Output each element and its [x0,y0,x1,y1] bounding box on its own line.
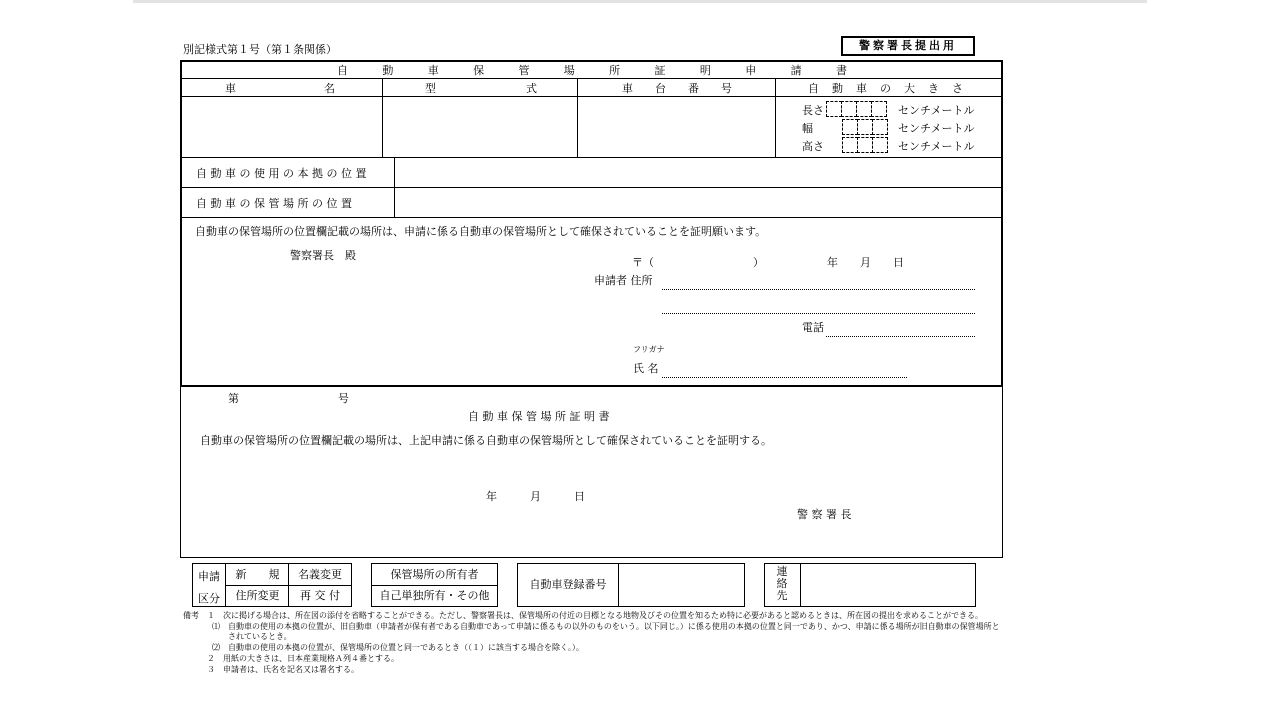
certificate-title: 自 動 車 保 管 場 所 証 明 書 [468,410,610,423]
application-title: 自 動 車 保 管 場 所 証 明 申 請 書 [337,64,847,77]
note-1: 備考 １ 次に掲げる場合は、所在図の添付を省略することができる。ただし、警察署長は、保管場所の付近の目標となる地物及びその位置を知るため特に必要があると認めるときは、所在図の提出を求めることができる。 [183,611,983,620]
width-field[interactable] [842,119,887,135]
category-label-2: 区分 [198,592,220,605]
certificate-number: 第 号 [228,392,349,405]
model-field[interactable] [385,98,575,156]
application-date: 年 月 日 [827,256,904,269]
registration-number-field[interactable] [620,565,743,605]
storage-owner-title: 保管場所の所有者 [390,568,479,581]
applicant-address-label: 申請者 住所 [594,274,653,287]
stamp-label: 警察署長提出用 [841,36,975,56]
header-vehicle-size: 自 動 車 の 大 き さ [808,82,963,95]
furigana-label: フリガナ [633,345,665,354]
width-unit: センチメートル [898,122,975,135]
request-text: 自動車の保管場所の位置欄記載の場所は、申請に係る自動車の保管場所として確保されていることを証明願います。 [195,225,767,238]
header-model: 型 式 [425,82,537,95]
name-line[interactable] [662,377,907,378]
contact-label: 連 絡 先 [776,565,788,602]
length-label: 長さ [802,104,824,117]
storage-owner-option[interactable]: 自己単独所有・その他 [379,589,490,602]
certificate-issuer: 警 察 署 長 [797,508,852,521]
option-new[interactable]: 新 規 [235,568,280,581]
note-1-2: ⑵ 自動車の使用の本拠の位置が、保管場所の位置と同一であるとき（（１）に該当する場合を除く。）。 [212,643,584,652]
page-top-edge [133,0,1147,3]
note-1-1: ⑴ 自動車の使用の本拠の位置が、旧自動車（申請者が保有者である自動車であって申請に係るもの以外のものをいう。以下同じ。）に係る使用の本拠の位置と同一であり、かつ、申請に係る場所が旧自動車の保管場所と [212,622,1000,631]
addressee: 警察署長 殿 [290,249,356,262]
phone-line[interactable] [826,336,975,337]
note-3: ３ 申請者は、氏名を記名又は署名する。 [207,665,359,674]
length-field[interactable] [826,101,886,117]
certificate-text: 自動車の保管場所の位置欄記載の場所は、上記申請に係る自動車の保管場所として確保されていることを証明する。 [200,434,772,447]
name-label: 氏 名 [633,362,659,375]
header-chassis-number: 車 台 番 号 [622,82,732,95]
option-name-change[interactable]: 名義変更 [298,568,342,581]
certificate-date: 年 月 日 [486,490,585,503]
height-unit: センチメートル [898,140,975,153]
note-1-1-cont: されているとき。 [228,632,292,641]
base-location-label: 自 動 車 の 使 用 の 本 拠 の 位 置 [196,167,367,180]
address-line-2[interactable] [662,313,975,314]
width-label: 幅 [802,122,813,135]
height-field[interactable] [842,137,887,153]
car-name-field[interactable] [183,98,379,156]
header-car-name: 車 名 [225,82,335,95]
height-label: 高さ [802,140,824,153]
note-2: ２ 用紙の大きさは、日本産業規格Ａ列４番とする。 [207,654,399,663]
option-address-change[interactable]: 住所変更 [235,589,280,602]
option-reissue[interactable]: 再 交 付 [300,589,340,602]
registration-number-label: 自動車登録番号 [529,578,607,591]
length-unit: センチメートル [898,104,975,117]
storage-location-label: 自 動 車 の 保 管 場 所 の 位 置 [196,197,352,210]
storage-location-field[interactable] [398,189,1000,215]
address-line-1[interactable] [662,289,975,290]
chassis-number-field[interactable] [580,98,773,156]
contact-field[interactable] [802,565,974,605]
form-id: 別記様式第１号（第１条関係） [183,43,337,56]
category-label-1: 申請 [198,570,220,583]
phone-label: 電話 [802,321,824,334]
postal-code: 〒（ ） [632,256,764,269]
base-location-field[interactable] [398,159,1000,185]
